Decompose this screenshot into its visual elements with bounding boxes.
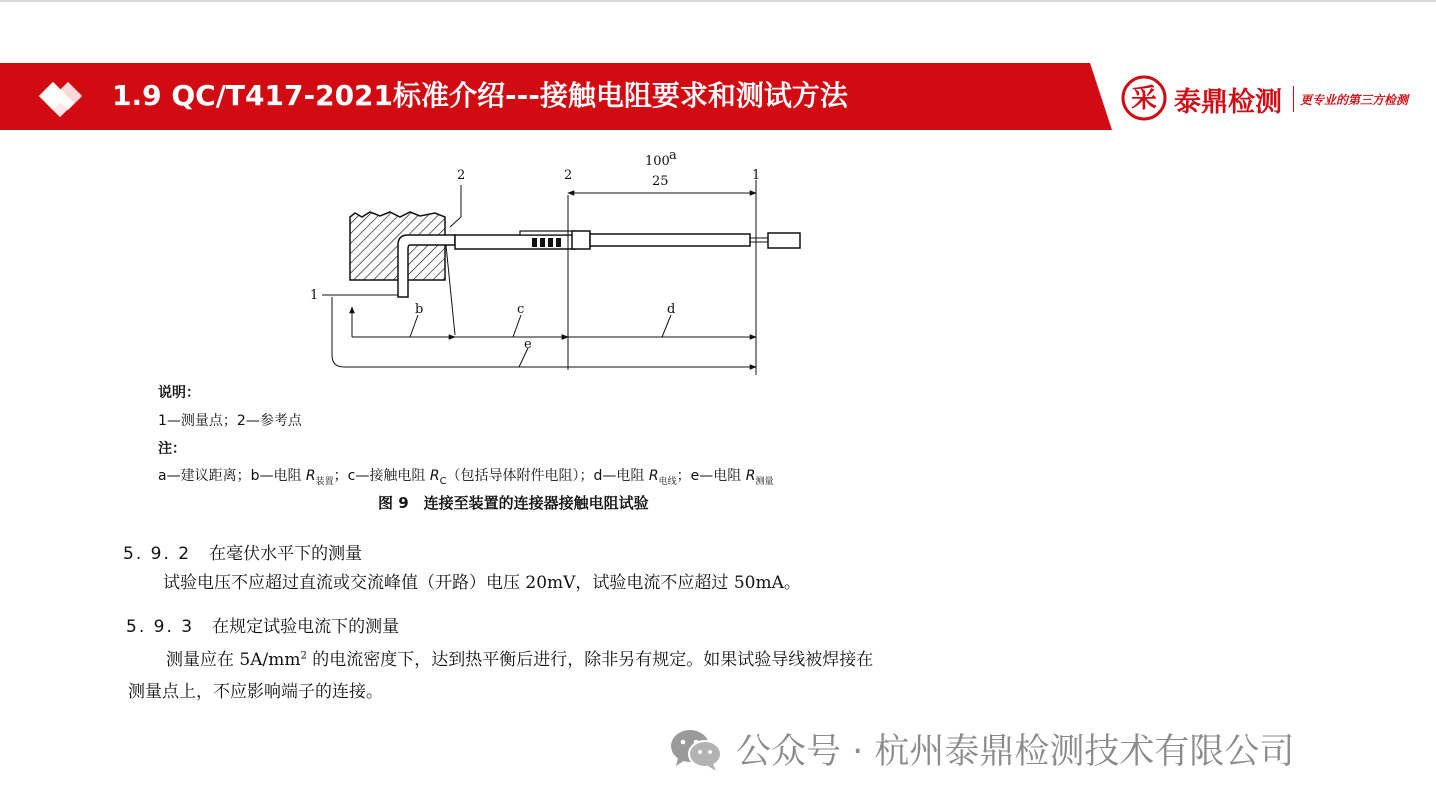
label-dim-small: 25 bbox=[652, 174, 669, 189]
section-number: 5. 9. 3 bbox=[126, 617, 195, 637]
logo-divider bbox=[1293, 86, 1294, 112]
section-title: 在规定试验电流下的测量 bbox=[212, 617, 400, 637]
legend-items: 1—测量点；2—参考点 bbox=[158, 413, 302, 429]
watermark bbox=[668, 724, 1294, 774]
label-ref-2-left: 2 bbox=[457, 168, 466, 183]
cable bbox=[590, 234, 750, 246]
top-divider bbox=[0, 0, 1436, 2]
section-text: 测量应在 $5A/mm^2$ 的电流密度下，达到热平衡后进行，除非另有规定。如果试验导线被焊接在 bbox=[166, 650, 874, 670]
section-title: 在毫伏水平下的测量 bbox=[209, 544, 363, 564]
label-point-1: 1 bbox=[310, 288, 319, 303]
legend-title: 说明： bbox=[158, 385, 200, 401]
label-dim-total-note: a bbox=[669, 148, 677, 163]
label-ref-1: 1 bbox=[752, 168, 761, 183]
section-heading bbox=[126, 612, 399, 637]
page-title: 1.9 QC/T417-2021标准介绍---接触电阻要求和测试方法 bbox=[112, 79, 848, 112]
connector-grip-1 bbox=[532, 238, 537, 247]
section-heading bbox=[123, 539, 362, 564]
label-c: c bbox=[517, 302, 525, 317]
wechat-icon bbox=[668, 726, 724, 772]
label-b: b bbox=[415, 302, 424, 317]
section-text: 试验电压不应超过直流或交流峰值（开路）电压 20mV，试验电流不应超过 50mA。 bbox=[163, 573, 801, 593]
connector-grip-2 bbox=[540, 238, 545, 247]
connector-diagram bbox=[300, 145, 820, 380]
connector-latch bbox=[572, 231, 590, 249]
company-logo bbox=[1120, 74, 1168, 122]
logo-glyph: 采 bbox=[1130, 84, 1158, 114]
notes-text: a—建议距离；b—电阻 $R_{装置}$；c—接触电阻 $R_C$（包括导体附件电阻）；d—电阻 $R_{电线}$；e—电阻 $R_{测量}$ bbox=[158, 468, 774, 487]
logo-name: 泰鼎检测 bbox=[1174, 87, 1282, 118]
connector-grip-4 bbox=[556, 238, 561, 247]
section-text-line2: 测量点上，不应影响端子的连接。 bbox=[128, 682, 383, 702]
watermark-text: 公众号 · 杭州泰鼎检测技术有限公司 bbox=[736, 732, 1295, 772]
cable-end bbox=[768, 233, 800, 248]
connector-step bbox=[520, 231, 575, 235]
label-dim-total: 100 bbox=[645, 154, 670, 169]
section-number: 5. 9. 2 bbox=[123, 544, 192, 564]
label-e: e bbox=[524, 337, 532, 352]
logo-slogan: 更专业的第三方检测 bbox=[1300, 93, 1409, 107]
figure-caption: 图 9 连接至装置的连接器接触电阻试验 bbox=[378, 494, 649, 512]
notes-title: 注： bbox=[158, 441, 186, 457]
connector-grip-3 bbox=[548, 238, 553, 247]
label-d: d bbox=[667, 302, 676, 317]
label-ref-2-mid: 2 bbox=[564, 168, 573, 183]
